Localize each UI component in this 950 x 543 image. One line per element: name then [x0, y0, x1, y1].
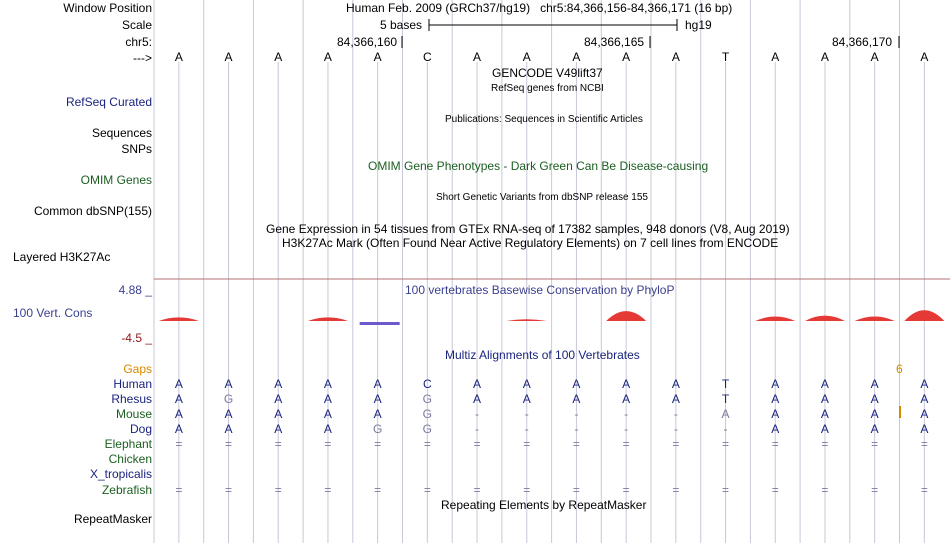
omim-genes-label[interactable]: OMIM Genes — [80, 173, 152, 187]
alignment-base: = — [572, 483, 580, 497]
conservation-peak — [805, 316, 845, 321]
strand-label: ---> — [133, 51, 152, 65]
reference-base: A — [224, 50, 233, 64]
alignment-base: = — [771, 437, 779, 451]
species-label[interactable]: Mouse — [115, 407, 152, 421]
alignment-base: = — [821, 437, 829, 451]
alignment-base: = — [523, 483, 531, 497]
reference-base: T — [721, 50, 730, 64]
alignment-base: A — [920, 422, 929, 436]
alignment-base: A — [920, 377, 929, 391]
publications-title: Publications: Sequences in Scientific Articles — [445, 114, 643, 125]
alignment-base: = — [722, 437, 730, 451]
alignment-base: G — [372, 422, 383, 436]
scale-size: 5 bases — [380, 18, 423, 32]
alignment-base: A — [870, 377, 879, 391]
snps-label[interactable]: SNPs — [121, 142, 152, 156]
alignment-base: - — [475, 422, 480, 436]
species-label[interactable]: Rhesus — [111, 392, 152, 406]
alignment-base: A — [174, 377, 183, 391]
dbsnp-title: Short Genetic Variants from dbSNP release 155 — [436, 192, 648, 203]
alignment-base: = — [871, 437, 879, 451]
reference-base: A — [820, 50, 829, 64]
alignment-base: = — [622, 437, 630, 451]
conservation-peak — [507, 319, 547, 321]
gaps-value: 6 — [896, 362, 903, 376]
alignment-base: A — [771, 407, 780, 421]
repeat-title: Repeating Elements by RepeatMasker — [441, 498, 647, 512]
coord-label-3: 84,366,170 — [832, 35, 893, 49]
alignment-base: - — [673, 422, 678, 436]
alignment-base: A — [572, 392, 581, 406]
multiz-title: Multiz Alignments of 100 Vertebrates — [445, 348, 640, 362]
coord-label-1: 84,366,160 — [337, 35, 398, 49]
coord-label-2: 84,366,165 — [584, 35, 645, 49]
window-position-value[interactable]: Human Feb. 2009 (GRCh37/hg19) chr5:84,366,156-84,366,171 (16 bp) — [346, 1, 733, 15]
alignment-base: A — [870, 392, 879, 406]
alignment-base: - — [524, 407, 529, 421]
alignment-base: A — [323, 407, 332, 421]
alignment-base: = — [274, 437, 282, 451]
reference-base: A — [870, 50, 879, 64]
alignment-base: = — [324, 437, 332, 451]
alignment-base: A — [224, 422, 233, 436]
scale-assembly: hg19 — [685, 18, 712, 32]
conservation-peak — [159, 317, 199, 321]
omim-title: OMIM Gene Phenotypes - Dark Green Can Be Disease-causing — [368, 159, 709, 173]
alignment-base: T — [721, 377, 730, 391]
reference-base: A — [771, 50, 780, 64]
window-position-label: Window Position — [63, 1, 152, 15]
cons-label[interactable]: 100 Vert. Cons — [13, 306, 93, 320]
reference-base: A — [174, 50, 183, 64]
alignment-base: A — [174, 392, 183, 406]
alignment-base: A — [274, 407, 283, 421]
alignment-base: = — [622, 483, 630, 497]
species-label[interactable]: X_tropicalis — [89, 467, 152, 481]
alignment-base: = — [225, 437, 233, 451]
alignment-base: = — [324, 483, 332, 497]
reference-base: A — [572, 50, 581, 64]
alignment-base: A — [323, 377, 332, 391]
alignment-base: - — [524, 422, 529, 436]
alignment-base: A — [920, 392, 929, 406]
alignment-base: = — [572, 437, 580, 451]
alignment-base: = — [771, 483, 779, 497]
alignment-base: = — [722, 483, 730, 497]
dbsnp-label[interactable]: Common dbSNP(155) — [33, 204, 152, 218]
alignment-base: - — [574, 422, 579, 436]
alignment-base: A — [174, 422, 183, 436]
conservation-peak — [606, 311, 646, 321]
conservation-peak — [308, 317, 348, 321]
alignment-base: = — [672, 437, 680, 451]
alignment-base: = — [175, 483, 183, 497]
alignment-base: = — [225, 483, 233, 497]
alignment-base: = — [374, 437, 382, 451]
reference-base: C — [423, 50, 432, 64]
alignment-base: A — [174, 407, 183, 421]
alignment-base: A — [522, 377, 531, 391]
gtex-title: Gene Expression in 54 tissues from GTEx RNA-seq of 17382 samples, 948 donors (V8, Aug 2019) — [266, 222, 790, 236]
chrom-label: chr5: — [125, 35, 152, 49]
alignment-base: T — [721, 392, 730, 406]
alignment-base: = — [473, 437, 481, 451]
alignment-base: = — [871, 483, 879, 497]
scale-label: Scale — [121, 18, 152, 32]
alignment-base: A — [373, 377, 382, 391]
alignment-base: - — [673, 407, 678, 421]
alignment-base: A — [870, 407, 879, 421]
gencode-title[interactable]: GENCODE V49lift37 — [492, 66, 603, 80]
alignment-base: A — [671, 392, 680, 406]
alignment-base: = — [672, 483, 680, 497]
alignment-base: A — [820, 422, 829, 436]
species-label[interactable]: Chicken — [108, 452, 152, 466]
alignment-base: - — [475, 407, 480, 421]
species-label[interactable]: Dog — [129, 422, 152, 436]
reference-base: A — [373, 50, 382, 64]
reference-base: A — [323, 50, 332, 64]
alignment-base: A — [224, 407, 233, 421]
alignment-base: A — [771, 392, 780, 406]
alignment-base: A — [622, 392, 631, 406]
alignment-base: G — [223, 392, 234, 406]
alignment-base: = — [920, 483, 928, 497]
alignment-base: G — [422, 392, 433, 406]
alignment-base: G — [422, 422, 433, 436]
alignment-base: = — [821, 483, 829, 497]
h3k27-label[interactable]: Layered H3K27Ac — [13, 250, 111, 264]
alignment-base: = — [473, 483, 481, 497]
alignment-base: A — [771, 377, 780, 391]
species-label[interactable]: Human — [113, 377, 152, 391]
alignment-base: A — [224, 377, 233, 391]
conservation-peak — [755, 317, 795, 322]
alignment-base: = — [374, 483, 382, 497]
sequences-label[interactable]: Sequences — [91, 126, 152, 140]
conservation-low — [360, 322, 400, 325]
alignment-base: A — [274, 422, 283, 436]
gaps-label: Gaps — [123, 362, 152, 376]
species-label[interactable]: Elephant — [104, 437, 152, 451]
alignment-base: = — [423, 483, 431, 497]
cons-title: 100 vertebrates Basewise Conservation by PhyloP — [405, 283, 675, 297]
alignment-base: A — [522, 392, 531, 406]
alignment-base: A — [323, 422, 332, 436]
alignment-base: = — [175, 437, 183, 451]
alignment-base: A — [274, 377, 283, 391]
alignment-base: - — [574, 407, 579, 421]
alignment-base: A — [721, 407, 730, 421]
alignment-base: A — [920, 407, 929, 421]
alignment-base: - — [723, 422, 728, 436]
reference-base: A — [920, 50, 929, 64]
h3k27-title: H3K27Ac Mark (Often Found Near Active Regulatory Elements) on 7 cell lines from ENCODE — [282, 236, 779, 250]
alignment-base: C — [423, 377, 432, 391]
alignment-base: - — [624, 422, 629, 436]
alignment-base: A — [373, 407, 382, 421]
reference-base: A — [473, 50, 482, 64]
alignment-base: A — [820, 407, 829, 421]
alignment-base: = — [523, 437, 531, 451]
alignment-base: A — [870, 422, 879, 436]
alignment-base: A — [671, 377, 680, 391]
alignment-base: G — [422, 407, 433, 421]
cons-max: 4.88 _ — [118, 283, 152, 297]
refseq-curated-label[interactable]: RefSeq Curated — [65, 95, 152, 109]
conservation-peak — [855, 317, 895, 322]
reference-base: A — [622, 50, 631, 64]
alignment-base: A — [473, 392, 482, 406]
gap-marker — [899, 406, 901, 418]
alignment-base: = — [423, 437, 431, 451]
reference-base: A — [522, 50, 531, 64]
reference-base: A — [274, 50, 283, 64]
repeatmasker-label[interactable]: RepeatMasker — [73, 512, 152, 526]
alignment-base: A — [373, 392, 382, 406]
alignment-base: = — [920, 437, 928, 451]
cons-min: -4.5 _ — [121, 331, 152, 345]
alignment-base: A — [572, 377, 581, 391]
alignment-base: - — [624, 407, 629, 421]
alignment-base: = — [274, 483, 282, 497]
alignment-base: A — [820, 392, 829, 406]
alignment-base: A — [820, 377, 829, 391]
alignment-base: A — [274, 392, 283, 406]
alignment-base: A — [473, 377, 482, 391]
species-label[interactable]: Zebrafish — [101, 483, 152, 497]
alignment-base: A — [622, 377, 631, 391]
reference-base: A — [671, 50, 680, 64]
alignment-base: A — [771, 422, 780, 436]
refseq-subtitle: RefSeq genes from NCBI — [491, 83, 604, 94]
alignment-base: A — [323, 392, 332, 406]
conservation-peak — [904, 310, 944, 321]
